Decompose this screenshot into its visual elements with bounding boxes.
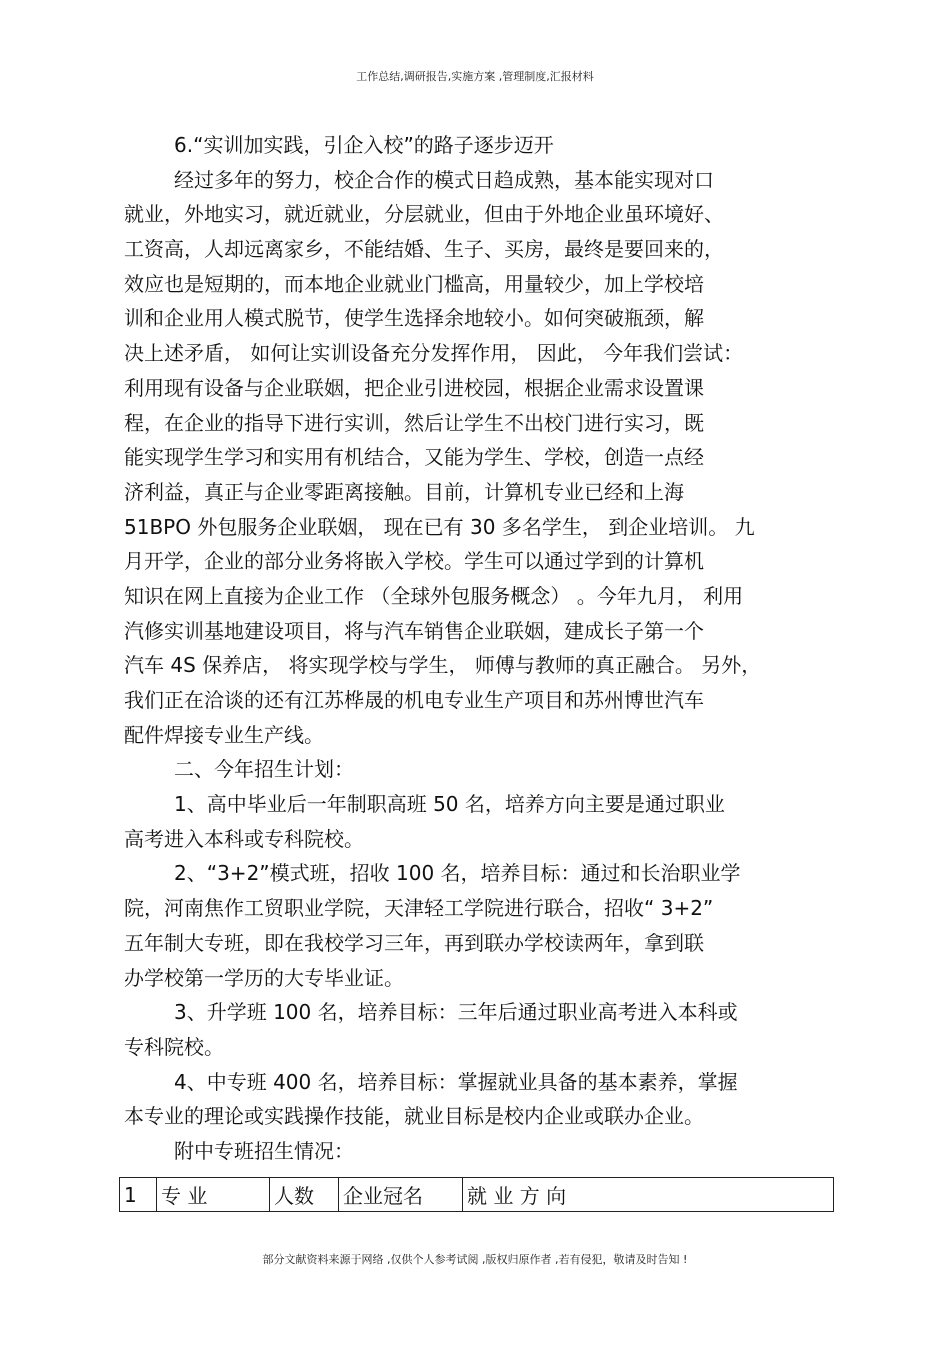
paragraph-line: 月开学，企业的部分业务将嵌入学校。学生可以通过学到的计算机 [124,549,704,574]
table-cell-index: 1 [120,1178,157,1212]
paragraph-line: 院，河南焦作工贸职业学院，天津轻工学院进行联合，招收“ 3+2” [124,896,714,921]
paragraph-line: 知识在网上直接为企业工作 （全球外包服务概念） 。今年九月， 利用 [124,583,744,608]
paragraph-line: 训和企业用人模式脱节，使学生选择余地较小。如何突破瓶颈，解 [124,306,704,331]
paragraph-line: 1、高中毕业后一年制职高班 50 名，培养方向主要是通过职业 [174,792,725,817]
paragraph-line: 4、中专班 400 名，培养目标：掌握就业具备的基本素养，掌握 [174,1069,738,1094]
paragraph-line: 2、“3+2”模式班，招收 100 名，培养目标：通过和长治职业学 [174,861,741,886]
section-heading: 6.“实训加实践，引企入校”的路子逐步迈开 [174,133,554,157]
paragraph-line: 效应也是短期的，而本地企业就业门槛高，用量较少，加上学校培 [124,271,704,296]
paragraph-line: 决上述矛盾， 如何让实训设备充分发挥作用， 因此， 今年我们尝试： [124,341,744,366]
table-cell-company: 企业冠名 [339,1178,463,1212]
paragraph-line: 利用现有设备与企业联姻，把企业引进校园，根据企业需求设置课 [124,375,704,400]
paragraph-line: 专科院校。 [124,1034,224,1059]
paragraph-line: 经过多年的努力，校企合作的模式日趋成熟，基本能实现对口 [174,167,714,192]
paragraph-line: 就业，外地实习，就近就业，分层就业，但由于外地企业虽环境好、 [124,202,724,227]
page-footer: 部分文献资料来源于网络 ,仅供个人参考试阅 ,版权归原作者 ,若有侵犯，敬请及时告知 ! [262,1253,688,1266]
paragraph-line: 我们正在洽谈的还有江苏桦晟的机电专业生产项目和苏州博世汽车 [124,688,704,712]
enrollment-table [119,1177,834,1212]
paragraph-line: 工资高，人却远离家乡，不能结婚、生子、买房，最终是要回来的， [124,237,724,262]
paragraph-line: 本专业的理论或实践操作技能，就业目标是校内企业或联办企业。 [124,1104,704,1129]
section-heading: 二、今年招生计划： [174,757,354,782]
paragraph-line: 能实现学生学习和实用有机结合，又能为学生、学校，创造一点经 [124,445,704,470]
paragraph-line: 51BPO 外包服务企业联姻， 现在已有 30 多名学生， 到企业培训。 九 [124,514,755,539]
table-header-row [120,1178,834,1212]
table-cell-major: 专 业 [157,1178,270,1212]
paragraph-line: 3、升学班 100 名，培养目标：三年后通过职业高考进入本科或 [174,1000,738,1025]
paragraph-line: 五年制大专班，即在我校学习三年，再到联办学校读两年，拿到联 [124,930,704,955]
page-header: 工作总结,调研报告,实施方案 ,管理制度,汇报材料 [356,70,594,83]
paragraph-line: 办学校第一学历的大专毕业证。 [124,965,404,990]
paragraph-line: 配件焊接专业生产线。 [124,722,324,747]
paragraph-line: 高考进入本科或专科院校。 [124,826,364,851]
table-cell-count: 人数 [270,1178,339,1212]
paragraph-line: 程，在企业的指导下进行实训，然后让学生不出校门进行实习，既 [124,410,704,435]
paragraph-line: 济利益，真正与企业零距离接触。目前，计算机专业已经和上海 [124,479,684,504]
document-body [124,128,834,1169]
paragraph-line: 附中专班招生情况： [174,1138,354,1163]
paragraph-line: 汽修实训基地建设项目，将与汽车销售企业联姻，建成长子第一个 [124,618,704,643]
table-cell-direction: 就 业 方 向 [463,1178,834,1212]
paragraph-line: 汽车 4S 保养店， 将实现学校与学生， 师傅与教师的真正融合。 另外， [124,653,762,678]
